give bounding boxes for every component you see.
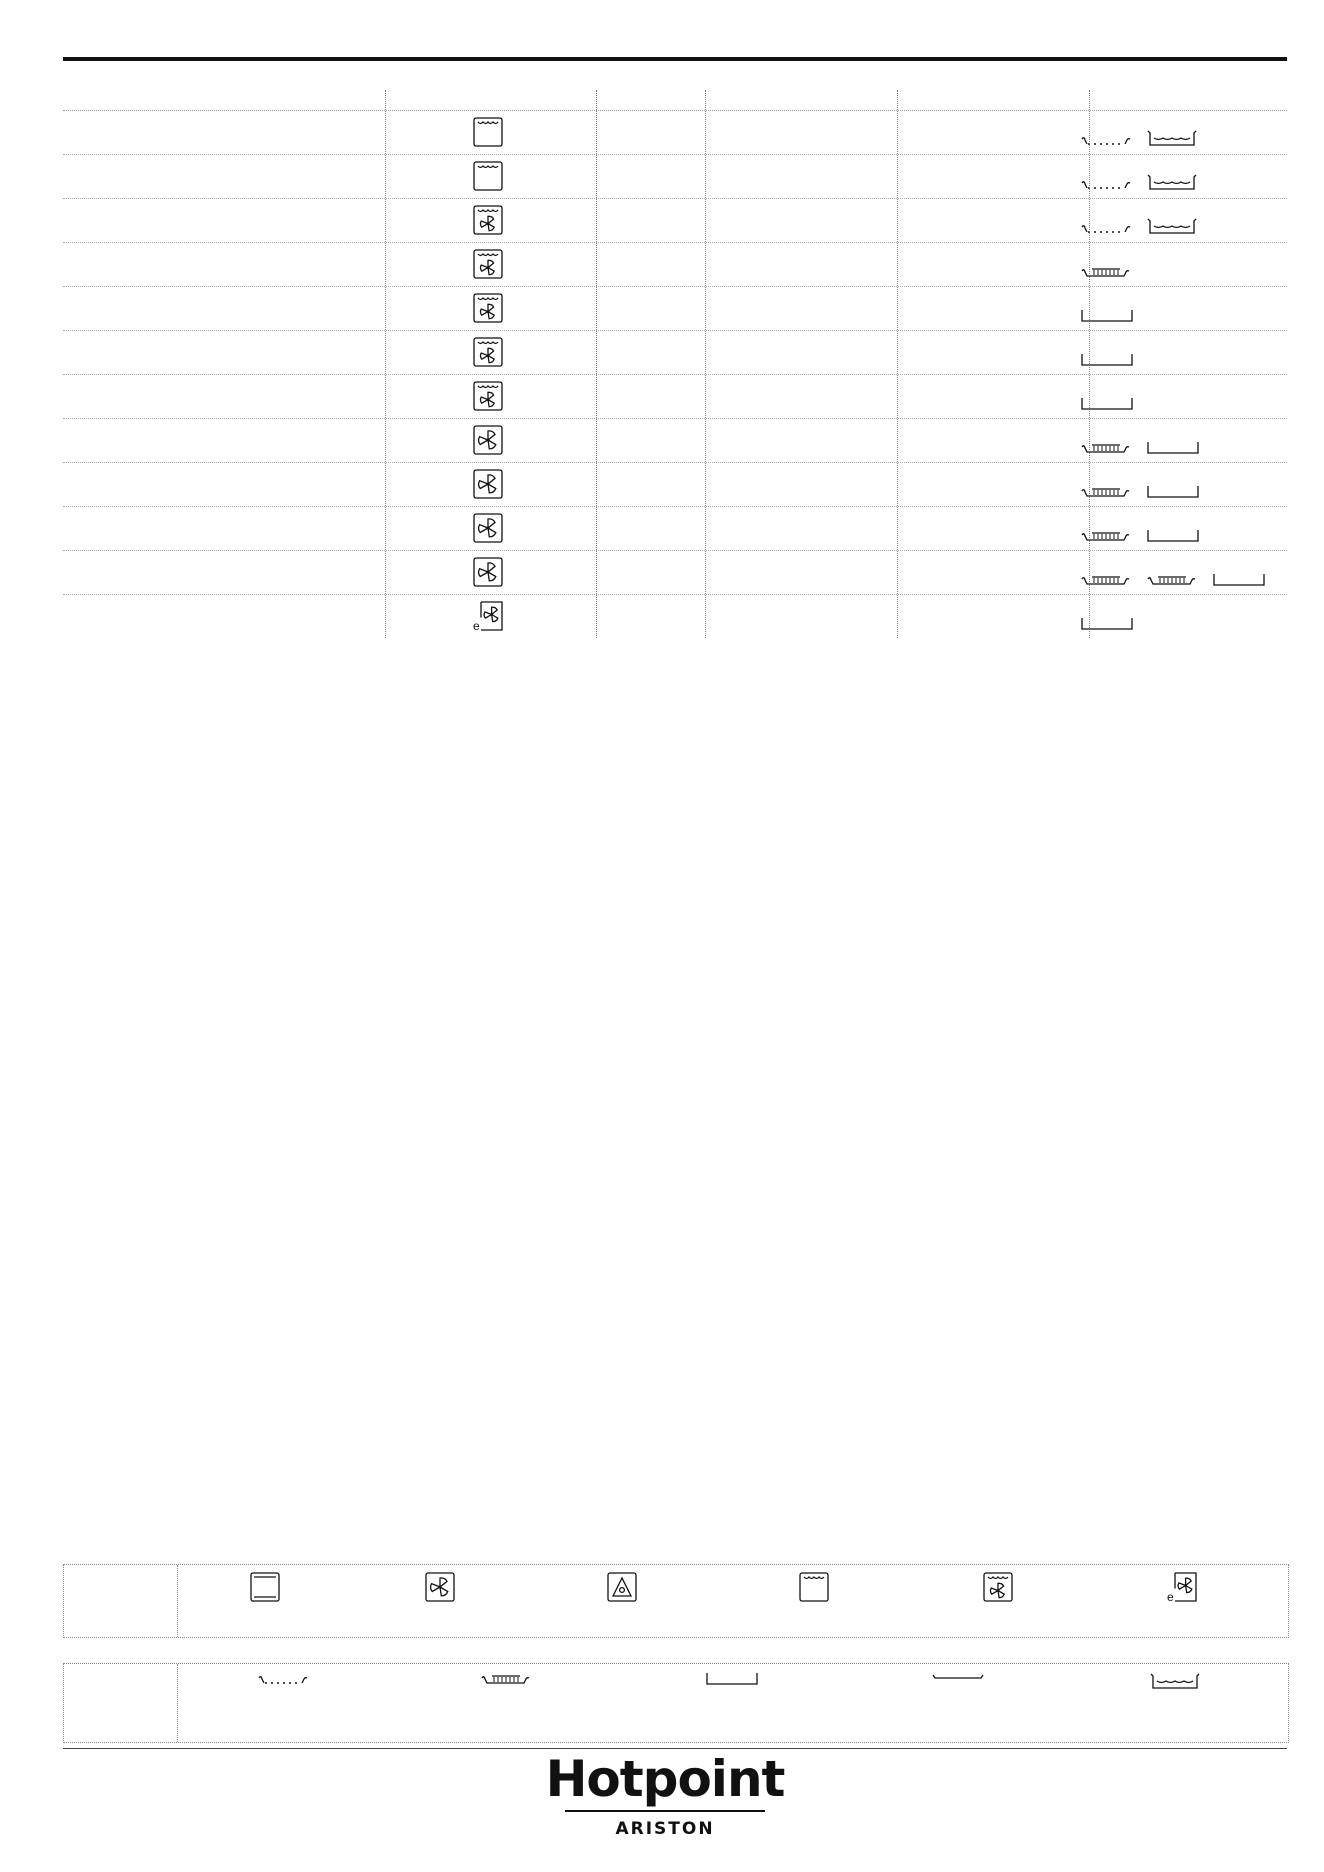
legend-label-cell (64, 1664, 178, 1742)
column-divider (596, 90, 597, 638)
fan-icon (473, 425, 503, 455)
accessories-cell (1080, 209, 1198, 235)
accessories-cell (1080, 561, 1266, 587)
fan-icon (473, 469, 503, 499)
static-oven-icon (250, 1572, 280, 1607)
table-row (63, 111, 1287, 155)
baking-tray-icon (1146, 441, 1200, 455)
grill-fan-icon (473, 249, 503, 279)
baking-tray-icon (1146, 529, 1200, 543)
baking-tray-icon (1212, 573, 1266, 587)
wire-shelf-icon (1080, 133, 1132, 147)
table-row (63, 507, 1287, 551)
table-header (63, 90, 1287, 111)
svg-text:e: e (1167, 1590, 1174, 1602)
grill-fan-icon (473, 337, 503, 367)
brand-underline (565, 1810, 765, 1812)
deep-pan-icon (1146, 173, 1198, 191)
pizza-icon (607, 1572, 637, 1607)
eco-fan-icon (1167, 1572, 1197, 1607)
grill-fan-icon (473, 381, 503, 411)
table-row (63, 419, 1287, 463)
functions-legend (63, 1564, 1289, 1638)
accessories-cell (1080, 473, 1200, 499)
baking-tray-icon (1146, 485, 1200, 499)
conventional-top-heat-icon (473, 161, 503, 191)
bottom-rule (63, 1748, 1287, 1749)
table-row (63, 287, 1287, 331)
table-row (63, 243, 1287, 287)
legend-label-cell (64, 1565, 178, 1637)
cooking-table (63, 90, 1287, 638)
table-row (63, 551, 1287, 595)
rack-icon (480, 1672, 532, 1691)
conventional-top-heat-icon (473, 117, 503, 147)
svg-text:e: e (473, 619, 480, 631)
fan-icon (425, 1572, 455, 1607)
rack-icon (1080, 529, 1132, 543)
fan-icon (473, 513, 503, 543)
accessories-legend (63, 1663, 1289, 1743)
accessories-cell (1080, 121, 1198, 147)
rack-icon (1080, 485, 1132, 499)
rack-icon (1080, 573, 1132, 587)
wire-shelf-icon (1080, 177, 1132, 191)
accessories-cell (1080, 253, 1132, 279)
brand-subname: ARISTON (615, 1819, 715, 1839)
brand-logo (520, 1750, 810, 1840)
accessories-cell (1080, 165, 1198, 191)
baking-tray-icon (705, 1672, 759, 1691)
drip-tray-icon (931, 1672, 985, 1690)
table-row (63, 463, 1287, 507)
column-divider (385, 90, 386, 638)
column-divider (1089, 90, 1090, 638)
accessories-cell (1080, 517, 1200, 543)
table-row (63, 331, 1287, 375)
deep-pan-icon (1146, 217, 1198, 235)
rack-icon (1080, 265, 1132, 279)
rack-icon (1146, 573, 1198, 587)
rack-icon (1080, 441, 1132, 455)
table-row (63, 155, 1287, 199)
deep-pan-icon (1146, 129, 1198, 147)
column-divider (897, 90, 898, 638)
brand-name: Hotpoint (545, 1750, 785, 1808)
table-row (63, 595, 1287, 638)
conventional-top-heat-icon (799, 1572, 829, 1607)
wire-shelf-icon (1080, 221, 1132, 235)
deep-pan-icon (1149, 1672, 1201, 1695)
eco-fan-icon (473, 601, 503, 631)
accessories-cell (1080, 429, 1200, 455)
column-divider (705, 90, 706, 638)
table-row (63, 199, 1287, 243)
fan-icon (473, 557, 503, 587)
grill-fan-icon (473, 293, 503, 323)
grill-fan-icon (473, 205, 503, 235)
grill-fan-icon (983, 1572, 1013, 1607)
table-row (63, 375, 1287, 419)
wire-shelf-icon (257, 1672, 309, 1691)
top-rule (63, 57, 1287, 61)
